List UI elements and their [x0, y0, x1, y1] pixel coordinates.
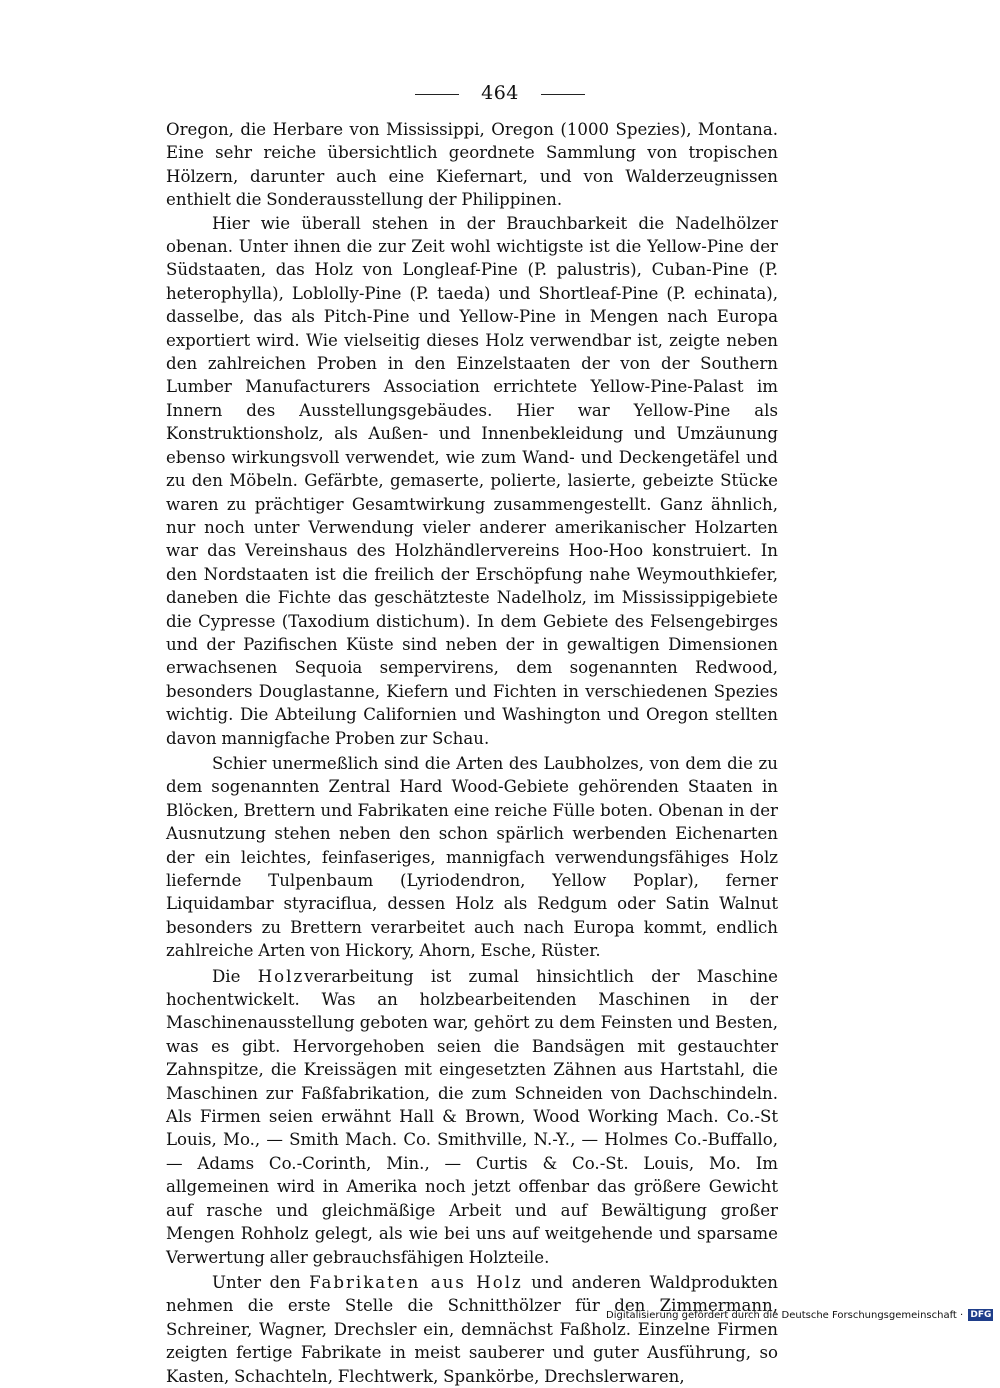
paragraph-5-spaced-words: Fabrikaten aus Holz: [309, 1272, 523, 1292]
paragraph-5-lead: Unter den: [212, 1272, 301, 1292]
page-header: [0, 82, 1000, 104]
paragraph-3: Schier unermeßlich sind die Arten des Laubholzes, von dem die zu dem sogenannten Zentral Hard Wood-Gebiete gehörenden Staaten in Blöcken, Brettern und Fabrikaten eine reiche Fülle boten. Obenan in der Ausnutzung stehen neben den schon spärlich werbenden Eichenarten der ein leichtes, feinfaseriges, mannigfach verwendungsfähiges Holz liefernde Tulpenbaum (Lyriodendron, Yellow Poplar), ferner Liquidambar styraciflua, dessen Holz als Redgum oder Satin Walnut besonders zu Brettern verarbeitet auch nach Europa kommt, endlich zahlreiche Arten von Hickory, Ahorn, Esche, Rüster.: [166, 753, 778, 961]
body-text: [166, 118, 778, 1388]
paragraph-2: Hier wie überall stehen in der Brauchbarkeit die Nadelhölzer obenan. Unter ihnen die zur Zeit wohl wichtigste ist die Yellow-Pine der Südstaaten, das Holz von Longleaf-Pine (P. palustris), Cuban-Pine (P. heterophylla), Loblolly-Pine (P. taeda) und Shortleaf-Pine (P. echinata), dasselbe, das als Pitch-Pine und Yellow-Pine in Mengen nach Europa exportiert wird. Wie vielseitig dieses Holz verwendbar ist, zeigte neben den zahlreichen Proben in den Einzelstaaten der von der Southern Lumber Manufacturers Association errichtete Yellow-Pine-Palast im Innern des Ausstellungsgebäudes. Hier war Yellow-Pine als Konstruktionsholz, als Außen- und Innenbekleidung und Umzäunung ebenso wirkungsvoll verwendet, wie zum Wand- und Deckengetäfel und zu den Möbeln. Gefärbte, gemaserte, polierte, lasierte, gebeizte Stücke waren zu prächtiger Gesamtwirkung zusammengestellt. Ganz ähnlich, nur noch unter Verwendung vieler anderer amerikanischer Holzarten war das Vereinshaus des Holzhändlervereins Hoo-Hoo konstruiert. In den Nordstaaten ist die freilich der Erschöpfung nahe Weymouthkiefer, daneben die Fichte das geschätzteste Nadelholz, im Mississippigebiete die Cypresse (Taxodium distichum). In dem Gebiete des Felsengebirges und der Pazifischen Küste sind neben der in gewaltigen Dimensionen erwachsenen Sequoia sempervirens, dem sogenannten Redwood, besonders Douglastanne, Kiefern und Fichten in verschiedenen Spezies wichtig. Die Abteilung Californien und Washington und Oregon stellten davon mannigfache Proben zur Schau.: [166, 213, 778, 748]
footer-credit: [606, 1309, 993, 1321]
paragraph-5: [166, 1271, 778, 1388]
paragraph-4-lead: Die: [212, 966, 241, 986]
paragraph-4-text: verarbeitung ist zumal hinsichtlich der Maschine hochentwickelt. Was an holzbearbeitenden Maschinen in der Maschinenausstellung geboten war, gehört zu dem Feinsten und Besten, was es gibt. Hervorgehoben seien die Bandsägen mit gestauchter Zahnspitze, die Kreissägen mit eingesetzten Zähnen aus Hartstahl, die Maschinen zur Faßfabrikation, die zum Schneiden von Dachschindeln. Als Firmen seien erwähnt Hall & Brown, Wood Working Mach. Co.-St Louis, Mo., — Smith Mach. Co. Smithville, N.-Y., — Holmes Co.-Buffallo, — Adams Co.-Corinth, Min., — Curtis & Co.-St. Louis, Mo. Im allgemeinen wird in Amerika noch jetzt offenbar das größere Gewicht auf rasche und gleichmäßige Arbeit und auf Bewältigung großer Mengen Rohholz gelegt, als wie bei uns auf weitgehende und sparsame Verwertung aller gebrauchsfähigen Holzteile.: [166, 966, 778, 1267]
footer-separator: ·: [960, 1310, 964, 1321]
footer-text: Digitalisierung gefördert durch die Deutsche Forschungsgemeinschaft: [606, 1310, 957, 1321]
paragraph-4-spaced-word: Holz: [257, 966, 305, 986]
page-number: 464: [481, 82, 519, 104]
paragraph-4: [166, 965, 778, 1269]
header-rule-right: [541, 94, 585, 95]
dfg-logo-icon: DFG: [970, 1310, 992, 1320]
header-rule-left: [415, 94, 459, 95]
paragraph-5-text: und anderen Waldprodukten nehmen die erste Stelle die Schnitthölzer für den Zimmermann, Schreiner, Wagner, Drechsler ein, demnächst Faßholz. Einzelne Firmen zeigten fertige Fabrikate in meist sauberer und guter Ausführung, so Kasten, Schachteln, Flechtwerk, Spankörbe, Drechslerwaren,: [166, 1272, 778, 1386]
paragraph-1: Oregon, die Herbare von Mississippi, Oregon (1000 Spezies), Montana. Eine sehr reiche übersichtlich geordnete Sammlung von tropischen Hölzern, darunter auch eine Kiefernart, und von Walderzeugnissen enthielt die Sonderausstellung der Philippinen.: [166, 120, 778, 210]
